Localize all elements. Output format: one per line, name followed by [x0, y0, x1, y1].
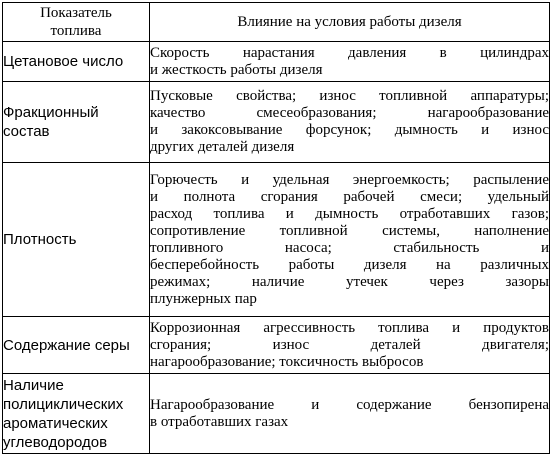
table-row — [3, 42, 550, 82]
effect-line: режимах; наличие утечек через зазоры — [150, 273, 549, 290]
effect-line: качество смесеобразования; нагарообразование — [150, 105, 549, 121]
parameter-cell — [3, 163, 150, 317]
parameter-cell — [3, 82, 150, 163]
parameter-cell — [3, 317, 150, 374]
table-row — [3, 374, 550, 454]
effect-line: и жесткость работы дизеля — [150, 61, 323, 78]
effect-line: и закоксовывание форсунок; дымность и износ — [150, 122, 549, 138]
header-parameter-line1: Показатель — [40, 5, 112, 21]
effect-line: Горючесть и удельная энергоемкость; распыление — [150, 171, 549, 188]
parameter-line: Плотность — [3, 231, 77, 248]
effect-line: Нагарообразование и содержание бензопирена — [150, 396, 549, 413]
effect-line: топливного насоса; стабильность и — [150, 239, 549, 256]
parameter-line: полициклических — [3, 395, 124, 413]
effect-cell — [150, 374, 550, 454]
parameter-cell — [3, 42, 150, 82]
effect-cell — [150, 82, 550, 163]
effect-line: расход топлива и дымность отработавших газов; — [150, 205, 549, 222]
parameter-cell — [3, 374, 150, 454]
parameter-line: Фракционный — [3, 104, 99, 121]
table-row — [3, 163, 550, 317]
effect-line: других деталей дизеля — [150, 139, 295, 155]
table-row — [3, 82, 550, 163]
header-effect: Влияние на условия работы дизеля — [150, 3, 550, 42]
parameter-line: Наличие — [3, 376, 64, 394]
effect-line: сгорания; износ деталей двигателя; — [150, 336, 549, 353]
effect-cell — [150, 317, 550, 374]
fuel-properties-table — [2, 2, 550, 454]
effect-line: Скорость нарастания давления в цилиндрах — [150, 44, 549, 61]
parameter-line: ароматических — [3, 414, 108, 432]
effect-line: бесперебойность работы дизеля на различных — [150, 256, 549, 273]
parameter-line: состав — [3, 123, 50, 140]
table-header-row — [3, 3, 550, 42]
effect-line: нагарообразование; токсичность выбросов — [150, 353, 424, 370]
effect-cell — [150, 163, 550, 317]
effect-line: и полнота сгорания рабочей смеси; удельный — [150, 188, 549, 205]
parameter-line: Содержание серы — [3, 336, 130, 354]
effect-line: плунжерных пар — [150, 290, 257, 307]
effect-cell — [150, 42, 550, 82]
effect-line: в отработавших газах — [150, 413, 289, 430]
effect-line: Пусковые свойства; износ топливной аппаратуры; — [150, 88, 549, 104]
parameter-line: Цетановое число — [3, 53, 124, 70]
table-row — [3, 317, 550, 374]
parameter-line: углеводородов — [3, 433, 108, 451]
header-parameter — [3, 3, 150, 42]
effect-line: Коррозионная агрессивность топлива и продуктов — [150, 319, 549, 336]
header-parameter-line2: топлива — [50, 23, 102, 39]
effect-line: сопротивление топливной системы, наполнение — [150, 222, 549, 239]
